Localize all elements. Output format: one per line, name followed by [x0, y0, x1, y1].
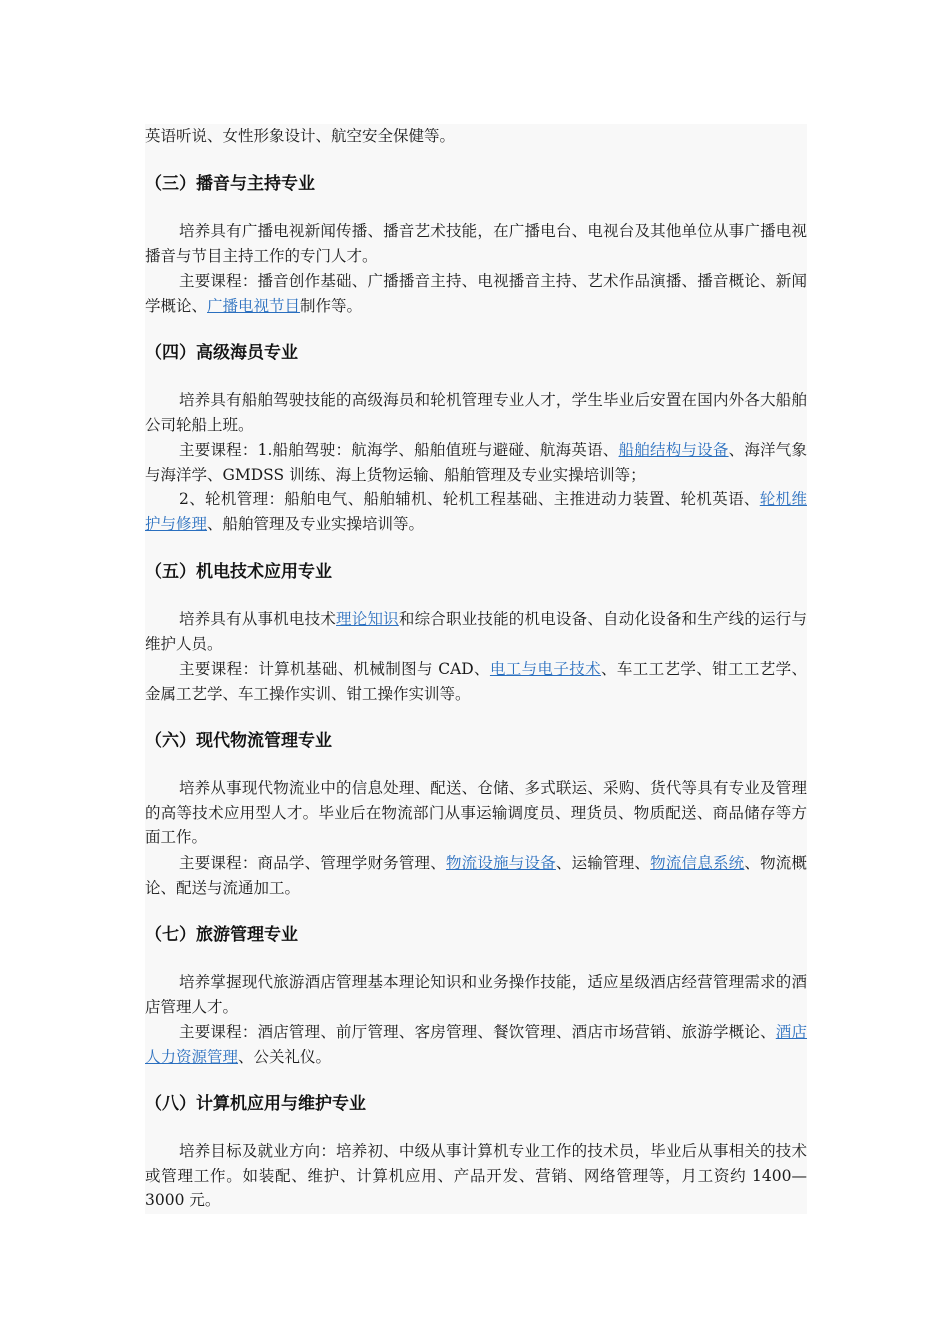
- document-body: [145, 124, 807, 1214]
- para-broadcasting-goal: 培养具有广播电视新闻传播、播音艺术技能，在广播电台、电视台及其他单位从事广播电视播音与节目主持工作的专门人才。: [145, 222, 807, 265]
- text: 、车工工艺学、钳工工艺学、金属工艺学、车工操作实训、钳工操作实训等。: [145, 660, 807, 703]
- text: 主要课程：1.船舶驾驶：航海学、船舶值班与避碰、航海英语、: [179, 441, 619, 459]
- para-broadcasting-courses: [145, 269, 807, 318]
- link-broadcast-tv-program[interactable]: 广播电视节目: [207, 296, 301, 315]
- text: 主要课程：酒店管理、前厅管理、客房管理、餐饮管理、酒店市场营销、旅游学概论、: [179, 1023, 776, 1041]
- text: 、物流概论、配送与流通加工。: [145, 854, 807, 897]
- text: 、海洋气象与海洋学、GMDSS 训练、海上货物运输、船舶管理及专业实操培训等；: [145, 441, 807, 484]
- para-logistics-courses: [145, 851, 807, 900]
- text: 培养具有从事机电技术: [179, 610, 337, 628]
- para-mechatronics-courses: [145, 657, 807, 706]
- text: 、运输管理、: [555, 854, 651, 872]
- link-logistics-facilities[interactable]: 物流设施与设备: [445, 854, 556, 872]
- heading-mechatronics: （五）机电技术应用专业: [145, 562, 332, 582]
- text: 2、轮机管理：船舶电气、船舶辅机、轮机工程基础、主推进动力装置、轮机英语、: [179, 490, 760, 508]
- text: 主要课程：商品学、管理学财务管理、: [179, 854, 446, 872]
- intro-line: 英语听说、女性形象设计、航空安全保健等。: [145, 127, 456, 145]
- text: 制作等。: [300, 296, 363, 315]
- para-logistics-goal: 培养从事现代物流业中的信息处理、配送、仓储、多式联运、采购、货代等具有专业及管理的高等技术应用型人才。毕业后在物流部门从事运输调度员、理货员、物质配送、商品储存等方面工作。: [145, 779, 807, 846]
- para-mechatronics-goal: [145, 607, 807, 656]
- text: 和综合职业技能的机电设备、自动化设备和生产线的运行与维护人员。: [145, 610, 807, 653]
- link-theory-knowledge[interactable]: 理论知识: [336, 610, 399, 628]
- heading-broadcasting: （三）播音与主持专业: [145, 174, 315, 194]
- link-electrical-electronics[interactable]: 电工与电子技术: [489, 660, 602, 678]
- para-computer-goal: 培养目标及就业方向：培养初、中级从事计算机专业工作的技术员，毕业后从事相关的技术或管理工作。如装配、维护、计算机应用、产品开发、营销、网络管理等，月工资约 1400—3000 元。: [145, 1142, 807, 1209]
- text: 主要课程：计算机基础、机械制图与 CAD、: [179, 660, 490, 678]
- link-logistics-info-system[interactable]: 物流信息系统: [650, 854, 745, 872]
- para-seafarer-courses-1: [145, 438, 807, 487]
- para-tourism-courses: [145, 1020, 807, 1069]
- link-hotel-hr[interactable]: 酒店人力资源管理: [145, 1023, 807, 1066]
- para-seafarer-goal: 培养具有船舶驾驶技能的高级海员和轮机管理专业人才，学生毕业后安置在国内外各大船舶公司轮船上班。: [145, 391, 807, 434]
- link-ship-structure-equipment[interactable]: 船舶结构与设备: [618, 441, 729, 459]
- text: 主要课程：播音创作基础、广播播音主持、电视播音主持、艺术作品演播、播音概论、新闻学概论、: [145, 272, 807, 315]
- text: 、公关礼仪。: [238, 1047, 332, 1066]
- link-engine-maintenance[interactable]: 轮机维护与修理: [145, 490, 807, 533]
- heading-tourism: （七）旅游管理专业: [145, 925, 298, 945]
- heading-logistics: （六）现代物流管理专业: [145, 731, 332, 751]
- para-tourism-goal: 培养掌握现代旅游酒店管理基本理论知识和业务操作技能，适应星级酒店经营管理需求的酒店管理人才。: [145, 973, 807, 1016]
- heading-seafarer: （四）高级海员专业: [145, 343, 298, 363]
- heading-computer: （八）计算机应用与维护专业: [145, 1094, 366, 1114]
- text: 、船舶管理及专业实操培训等。: [207, 514, 425, 533]
- para-seafarer-courses-2: [145, 487, 807, 536]
